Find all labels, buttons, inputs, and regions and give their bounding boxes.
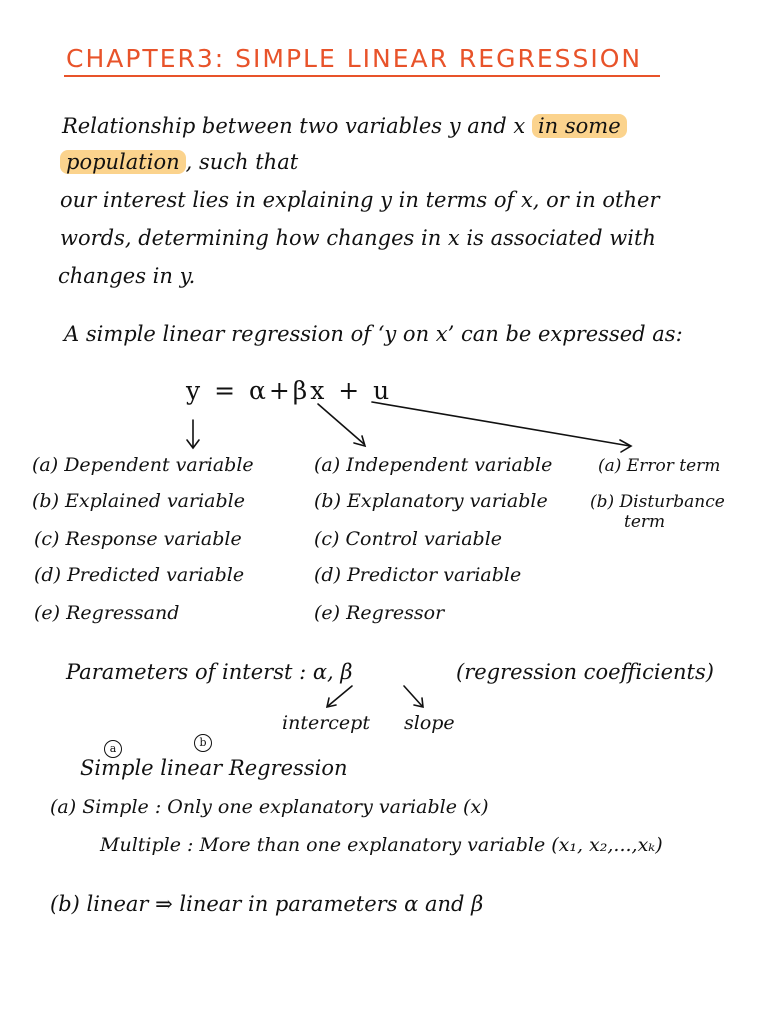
intro-line-1 xyxy=(62,114,627,138)
intro-line-5: changes in y. xyxy=(58,264,196,288)
intercept-label: intercept xyxy=(282,712,370,734)
intro-line-2 xyxy=(60,150,298,174)
independent-term: (c) Control variable xyxy=(314,528,503,550)
dependent-term: (e) Regressand xyxy=(34,602,180,624)
slr-simple: (a) Simple : Only one explanatory variable (x) xyxy=(50,796,489,818)
parameters-note: (regression coefficients) xyxy=(456,660,714,684)
intro-line-4: words, determining how changes in x is associated with xyxy=(60,226,656,250)
error-term: (a) Error term xyxy=(598,456,721,476)
independent-term: (b) Explanatory variable xyxy=(314,490,548,512)
arrow-to-independent xyxy=(318,404,364,444)
intro-line-3: our interest lies in explaining y in terms of x, or in other xyxy=(60,188,660,212)
error-term: term xyxy=(624,512,666,532)
independent-term: (a) Independent variable xyxy=(314,454,553,476)
independent-term: (d) Predictor variable xyxy=(314,564,522,586)
circled-mark-b: b xyxy=(194,734,212,752)
independent-term: (e) Regressor xyxy=(314,602,445,624)
intro-text-1: Relationship between two variables y and x xyxy=(62,114,526,138)
slope-label: slope xyxy=(404,712,455,734)
regression-equation: y = α+βx + u xyxy=(186,376,393,405)
highlight-population: population xyxy=(60,150,186,174)
intro-text-2: , such that xyxy=(185,150,299,174)
parameters-label: Parameters of interst : α, β xyxy=(66,660,353,684)
slr-heading: Simple linear Regression xyxy=(80,756,348,780)
page-title: CHAPTER3: SIMPLE LINEAR REGRESSION xyxy=(66,44,643,73)
model-intro: A simple linear regression of ‘y on x’ can be expressed as: xyxy=(64,322,683,346)
arrow-to-intercept xyxy=(328,686,352,706)
dependent-term: (a) Dependent variable xyxy=(32,454,254,476)
dependent-term: (d) Predicted variable xyxy=(34,564,245,586)
dependent-term: (c) Response variable xyxy=(34,528,242,550)
title-underline xyxy=(64,75,660,77)
circled-mark-a: a xyxy=(104,740,122,758)
arrow-to-error xyxy=(372,402,630,446)
slr-multiple: Multiple : More than one explanatory variable (x₁, x₂,...,xₖ) xyxy=(100,834,663,856)
arrow-to-slope xyxy=(404,686,422,706)
highlight-in-some: in some xyxy=(532,114,627,138)
dependent-term: (b) Explained variable xyxy=(32,490,245,512)
slr-linear: (b) linear ⇒ linear in parameters α and β xyxy=(50,892,484,916)
error-term: (b) Disturbance xyxy=(590,492,725,512)
